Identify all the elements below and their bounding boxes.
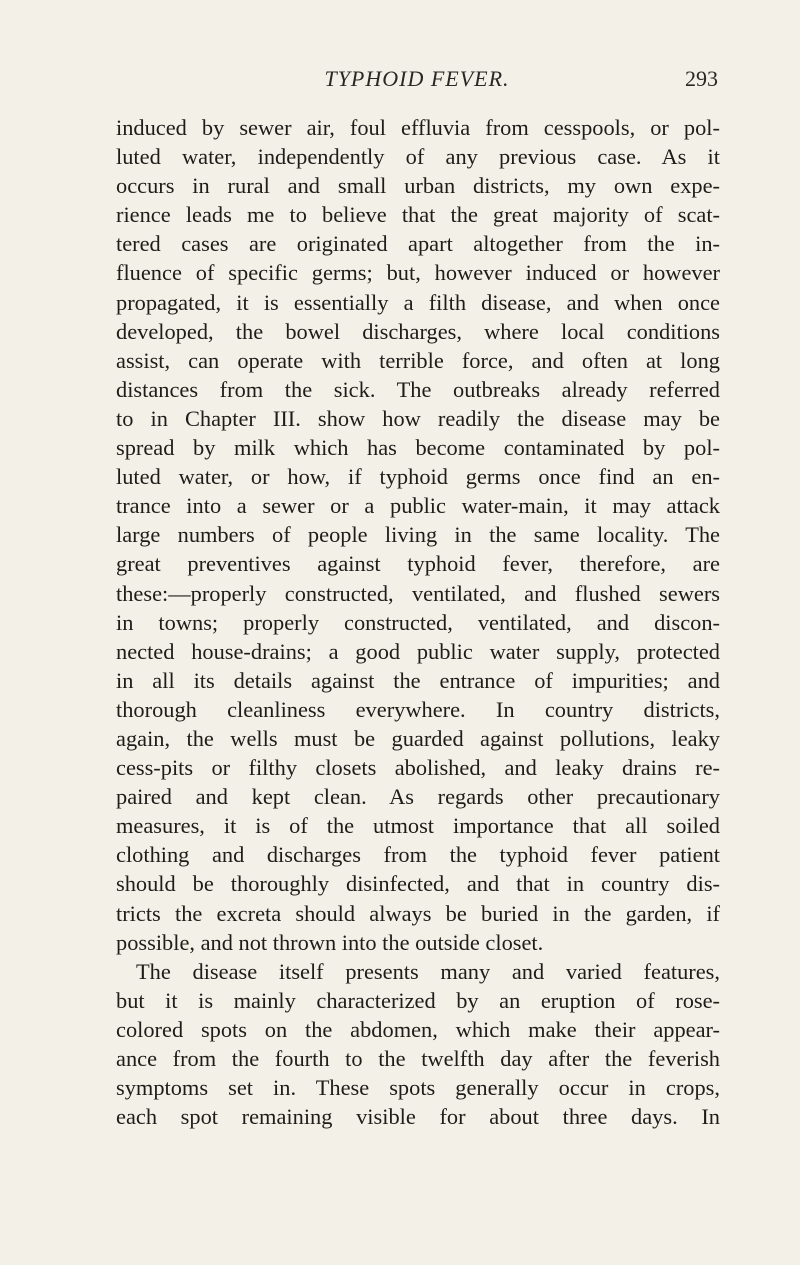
text-line: these:—properly constructed, ventilated, and flushed sewers <box>116 580 720 606</box>
text-line: in towns; properly constructed, ventilated, and discon- <box>116 609 720 635</box>
text-line: thorough cleanliness everywhere. In country districts, <box>116 696 720 722</box>
text-line: in all its details against the entrance of impurities; and <box>116 667 720 693</box>
text-line: cess-pits or filthy closets abolished, and leaky drains re- <box>116 755 720 781</box>
text-line: distances from the sick. The outbreaks already referred <box>116 376 720 402</box>
text-line: assist, can operate with terrible force, and often at long <box>116 347 720 373</box>
text-line: measures, it is of the utmost importance that all soiled <box>116 813 720 839</box>
text-line: induced by sewer air, foul effluvia from cesspools, or pol- <box>116 115 720 140</box>
text-line: but it is mainly characterized by an eruption of rose- <box>116 987 720 1013</box>
text-line: trance into a sewer or a public water-main, it may attack <box>116 493 720 519</box>
text-line: developed, the bowel discharges, where local conditions <box>116 318 720 344</box>
text-line: paired and kept clean. As regards other precautionary <box>116 784 720 810</box>
text-line: occurs in rural and small urban districts, my own expe- <box>116 173 720 199</box>
text-line: great preventives against typhoid fever, therefore, are <box>116 551 720 577</box>
text-line: to in Chapter III. show how readily the disease may be <box>116 405 720 431</box>
text-line: large numbers of people living in the same locality. The <box>116 522 720 548</box>
text-line: symptoms set in. These spots generally occur in crops, <box>116 1075 720 1101</box>
running-head <box>116 66 718 96</box>
text-line: again, the wells must be guarded against pollutions, leaky <box>116 725 720 751</box>
page-number: 293 <box>685 66 718 91</box>
running-title: TYPHOID FEVER. <box>324 66 510 91</box>
text-line: nected house-drains; a good public water supply, protected <box>116 638 720 664</box>
body-text <box>116 113 720 1131</box>
text-line: colored spots on the abdomen, which make their appear- <box>116 1016 720 1042</box>
text-line: spread by milk which has become contaminated by pol- <box>116 435 720 461</box>
text-line: should be thoroughly disinfected, and that in country dis- <box>116 871 720 897</box>
text-line: propagated, it is essentially a filth disease, and when once <box>116 289 720 315</box>
text-line: ance from the fourth to the twelfth day after the feverish <box>116 1046 720 1071</box>
text-line: luted water, independently of any previous case. As it <box>116 144 720 170</box>
text-line: rience leads me to believe that the great majority of scat- <box>116 202 720 228</box>
paragraph-start-line: The disease itself presents many and varied features, <box>136 958 720 984</box>
text-line: tered cases are originated apart altogether from the in- <box>116 231 720 257</box>
paragraph-end-line: possible, and not thrown into the outside closet. <box>116 929 544 955</box>
text-line: clothing and discharges from the typhoid fever patient <box>116 842 720 868</box>
text-line: tricts the excreta should always be buried in the garden, if <box>116 900 720 926</box>
text-line: each spot remaining visible for about three days. In <box>116 1104 720 1130</box>
text-line: fluence of specific germs; but, however induced or however <box>116 260 720 286</box>
text-line: luted water, or how, if typhoid germs once find an en- <box>116 464 720 490</box>
